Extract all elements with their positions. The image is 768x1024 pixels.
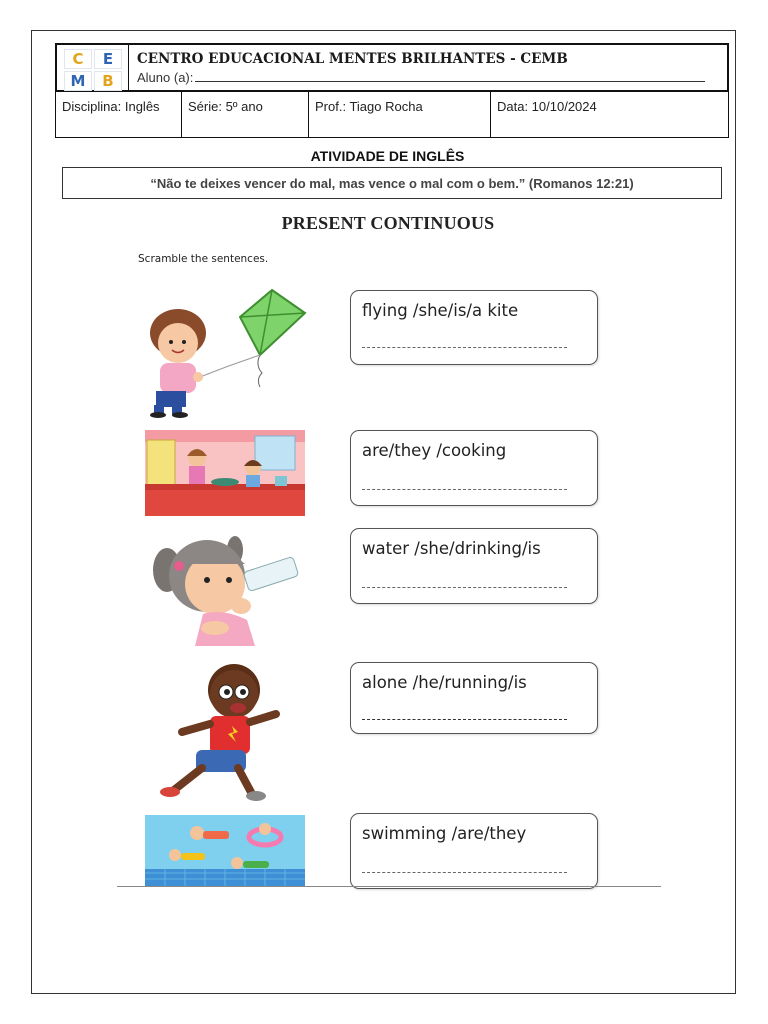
scrambled-words-3: water /she/drinking/is xyxy=(362,539,541,558)
logo-cell xyxy=(57,45,129,90)
sentence-box-2[interactable] xyxy=(350,430,598,506)
logo-letter-c: C xyxy=(64,49,92,69)
sentence-box-5[interactable] xyxy=(350,813,598,889)
scrambled-words-1: flying /she/is/a kite xyxy=(362,301,519,320)
children-cooking-icon xyxy=(145,430,305,516)
teacher-cell: Prof.: Tiago Rocha xyxy=(309,92,491,137)
info-table xyxy=(55,92,729,138)
answer-line-2[interactable] xyxy=(362,489,567,490)
school-name: CENTRO EDUCACIONAL MENTES BRILHANTES - CEMB xyxy=(137,51,568,67)
sentence-box-4[interactable] xyxy=(350,662,598,734)
boy-running-icon xyxy=(152,662,292,804)
logo-letter-m: M xyxy=(64,71,92,91)
sentence-box-3[interactable] xyxy=(350,528,598,604)
main-title: PRESENT CONTINUOUS xyxy=(281,213,495,233)
scrambled-words-2: are/they /cooking xyxy=(362,441,507,460)
girl-flying-kite-icon xyxy=(140,285,310,420)
logo-letter-e: E xyxy=(94,49,122,69)
school-header xyxy=(55,43,729,92)
grade-cell: Série: 5º ano xyxy=(182,92,309,137)
scrambled-words-4: alone /he/running/is xyxy=(362,673,527,692)
scrambled-words-5: swimming /are/they xyxy=(362,824,527,843)
student-name-field[interactable] xyxy=(137,70,705,85)
answer-line-5[interactable] xyxy=(362,872,567,873)
kids-swimming-icon xyxy=(145,815,305,887)
answer-line-4[interactable] xyxy=(362,719,567,720)
school-logo xyxy=(64,49,122,90)
activity-title: ATIVIDADE DE INGLÊS xyxy=(310,148,465,164)
student-name-line[interactable] xyxy=(195,70,705,82)
discipline-cell: Disciplina: Inglês xyxy=(56,92,182,137)
instruction-text: Scramble the sentences. xyxy=(138,253,269,265)
girl-drinking-water-icon xyxy=(145,528,305,646)
bible-quote: “Não te deixes vencer do mal, mas vence o mal com o bem.” (Romanos 12:21) xyxy=(62,167,722,199)
answer-line-3[interactable] xyxy=(362,587,567,588)
answer-line-1[interactable] xyxy=(362,347,567,348)
student-label: Aluno (a): xyxy=(137,70,194,85)
sentence-box-1[interactable] xyxy=(350,290,598,365)
date-cell: Data: 10/10/2024 xyxy=(497,99,597,114)
logo-letter-b: B xyxy=(94,71,122,91)
bottom-divider xyxy=(117,886,661,887)
